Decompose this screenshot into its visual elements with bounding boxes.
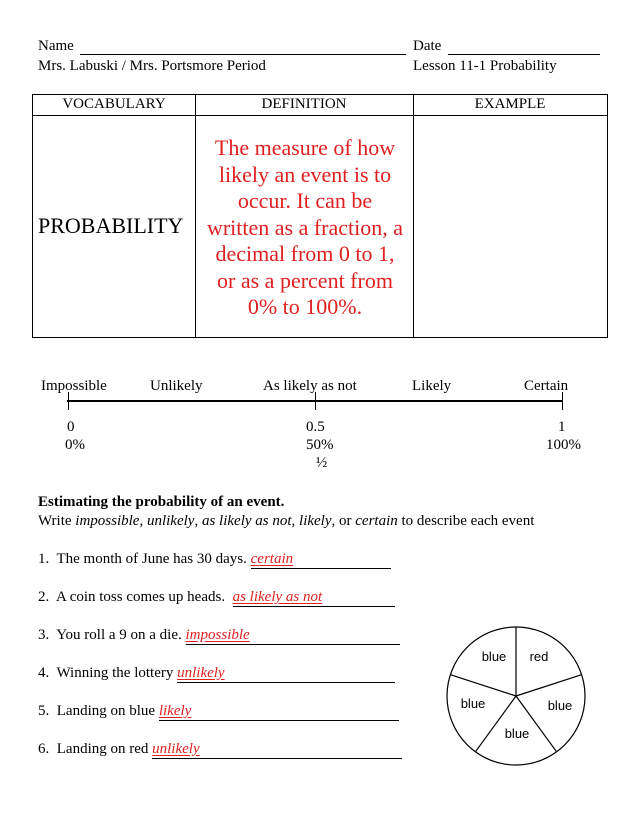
scale-value-one: 1 <box>558 419 566 435</box>
question-text: Landing on red <box>56 741 149 757</box>
question-number: 4. <box>38 665 50 681</box>
answer-blank[interactable] <box>177 665 395 683</box>
scale-value-fifty-percent: 50% <box>306 437 334 453</box>
vocab-term: PROBABILITY <box>38 213 184 238</box>
scale-label-unlikely: Unlikely <box>150 378 203 394</box>
answer-text: certain <box>250 551 294 567</box>
teacher-line: Mrs. Labuski / Mrs. Portsmore Period <box>38 58 266 74</box>
scale-tick-left <box>68 392 69 410</box>
answer-text: unlikely <box>152 741 200 757</box>
spinner-label: blue <box>547 698 573 713</box>
lesson-title: Lesson 11-1 Probability <box>413 58 557 74</box>
word-unlikely: unlikely <box>146 513 195 529</box>
answer-text: unlikely <box>177 665 225 681</box>
name-blank[interactable] <box>80 54 406 55</box>
header-definition: DEFINITION <box>261 96 347 112</box>
instruction-text: to describe each event <box>397 513 535 529</box>
scale-label-impossible: Impossible <box>41 378 107 394</box>
column-divider <box>413 95 414 337</box>
instruction-text: Write <box>38 513 76 529</box>
answer-text: likely <box>158 703 192 719</box>
scale-label-likely: Likely <box>412 378 452 394</box>
header-example: EXAMPLE <box>474 96 546 112</box>
question-text: Landing on blue <box>56 703 156 719</box>
scale-value-zero-percent: 0% <box>65 437 85 453</box>
question-text: A coin toss comes up heads. <box>55 589 226 605</box>
question-text: Winning the lottery <box>56 665 174 681</box>
answer-blank[interactable] <box>159 703 399 721</box>
question-text: You roll a 9 on a die. <box>56 627 182 643</box>
separator: , <box>291 513 300 529</box>
word-impossible: impossible <box>75 513 140 529</box>
question-number: 5. <box>38 703 50 719</box>
scale-tick-right <box>562 392 563 410</box>
scale-tick-mid <box>315 392 316 410</box>
answer-blank[interactable] <box>251 551 391 569</box>
question-5 <box>38 703 399 721</box>
scale-value-half: 0.5 <box>306 419 325 435</box>
question-number: 3. <box>38 627 50 643</box>
scale-value-hundred-percent: 100% <box>546 437 581 453</box>
header-vocabulary: VOCABULARY <box>62 96 166 112</box>
scale-value-fraction: ½ <box>316 455 328 471</box>
answer-text: as likely as not <box>232 589 323 605</box>
answer-blank[interactable] <box>152 741 402 759</box>
question-6 <box>38 741 402 759</box>
answer-blank[interactable] <box>186 627 400 645</box>
definition-line: 0% to 100%. <box>247 294 363 319</box>
word-as-likely-as-not: as likely as not <box>201 513 292 529</box>
definition-text <box>198 135 412 321</box>
scale-label-as-likely: As likely as not <box>263 378 357 394</box>
word-likely: likely <box>299 513 332 529</box>
question-2 <box>38 589 395 607</box>
question-1 <box>38 551 391 569</box>
instructions <box>38 513 534 530</box>
definition-line: decimal from 0 to 1, <box>215 241 395 266</box>
section-title: Estimating the probability of an event. <box>38 494 285 510</box>
separator: , <box>139 513 147 529</box>
answer-blank[interactable] <box>233 589 395 607</box>
separator: , <box>194 513 202 529</box>
definition-line: or as a percent from <box>217 267 393 293</box>
separator: , or <box>331 513 356 529</box>
scale-value-zero: 0 <box>67 419 75 435</box>
definition-line: likely an event is to <box>218 161 392 187</box>
column-divider <box>195 95 196 337</box>
spinner-label: blue <box>504 726 530 741</box>
spinner-label: blue <box>460 696 486 711</box>
spinner-label: red <box>529 649 549 664</box>
question-text: The month of June has 30 days. <box>56 551 247 567</box>
word-certain: certain <box>355 513 398 529</box>
question-number: 1. <box>38 551 50 567</box>
date-label: Date <box>413 38 442 54</box>
question-3 <box>38 627 400 645</box>
spinner-label: blue <box>481 649 507 664</box>
question-number: 2. <box>38 589 50 605</box>
definition-line: written as a fraction, a <box>206 214 404 240</box>
definition-line: The measure of how <box>214 135 396 160</box>
question-4 <box>38 665 395 683</box>
name-label: Name <box>38 38 74 54</box>
date-blank[interactable] <box>448 54 600 55</box>
answer-text: impossible <box>185 627 250 643</box>
question-number: 6. <box>38 741 50 757</box>
definition-line: occur. It can be <box>237 188 373 213</box>
scale-label-certain: Certain <box>524 378 569 394</box>
spinner <box>444 624 588 768</box>
